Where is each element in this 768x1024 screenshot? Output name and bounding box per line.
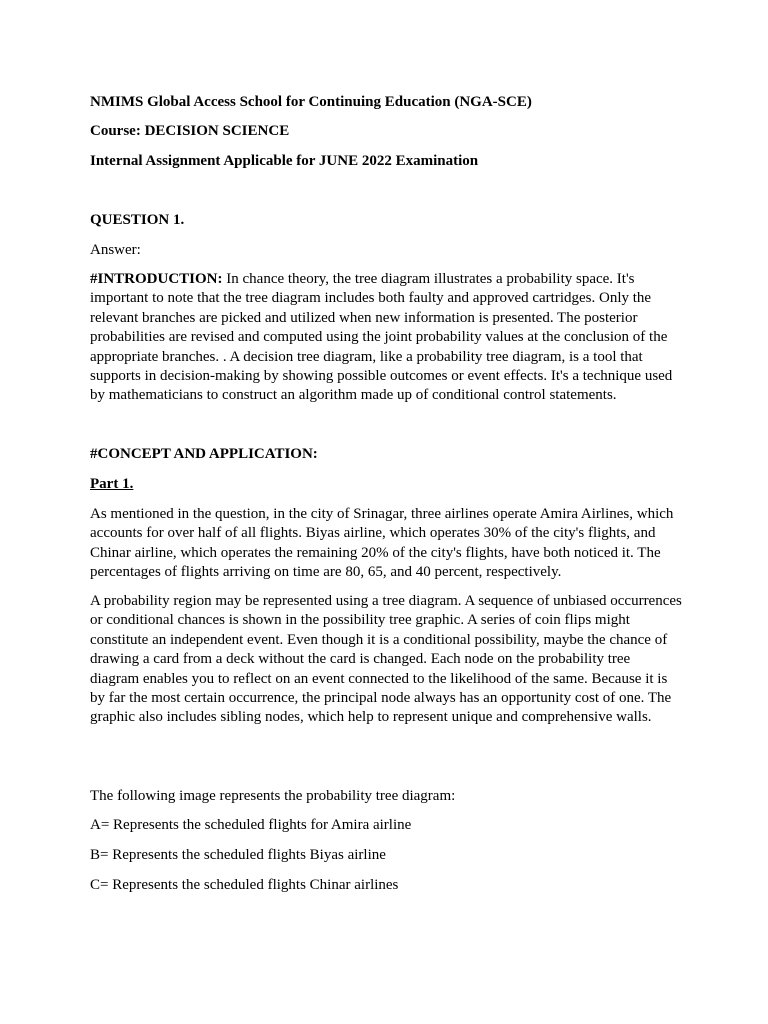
- introduction-paragraph: [90, 270, 682, 406]
- definition-b: B= Represents the scheduled flights Biyas airline: [90, 847, 386, 863]
- tree-diagram-paragraph: A probability region may be represented using a tree diagram. A sequence of unbiased occurrences or conditional chances is shown in the possibility tree graphic. A series of coin flips might constitute an independent event. Even though it is a conditional possibility, maybe the chance of drawing a card from a deck without the card is changed. Each node on the probability tree diagram enables you to reflect on an event connected to the likelihood of the same. Because it is by far the most certain occurrence, the principal node always has an opportunity cost of one. The graphic also includes sibling nodes, which help to represent unique and comprehensive walls.: [90, 593, 682, 726]
- answer-label: Answer:: [90, 242, 141, 258]
- definition-a: A= Represents the scheduled flights for Amira airline: [90, 817, 412, 833]
- course-title: Course: DECISION SCIENCE: [90, 123, 290, 139]
- concept-heading: #CONCEPT AND APPLICATION:: [90, 446, 318, 462]
- part1-paragraph: As mentioned in the question, in the city of Srinagar, three airlines operate Amira Airlines, which accounts for over half of all flights. Biyas airline, which operates 30% of the city's flights, and Chinar airline, which operates the remaining 20% of the city's flights, have both noticed it. The percentages of flights arriving on time are 80, 65, and 40 percent, respectively.: [90, 506, 674, 581]
- assignment-title: Internal Assignment Applicable for JUNE 2022 Examination: [90, 153, 479, 169]
- question-heading: QUESTION 1.: [90, 212, 185, 228]
- definition-c: C= Represents the scheduled flights Chinar airlines: [90, 877, 399, 893]
- introduction-text: In chance theory, the tree diagram illustrates a probability space. It's important to note that the tree diagram includes both faulty and approved cartridges. Only the relevant branches are picked and utilized when new information is presented. The posterior probabilities are revised and computed using the joint probability values at the conclusion of the appropriate branches. . A decision tree diagram, like a probability tree diagram, is a tool that supports in decision-making by showing possible outcomes or event effects. It's a technique used by mathematicians to construct an algorithm made up of conditional control statements.: [90, 271, 673, 404]
- introduction-label: #INTRODUCTION:: [90, 271, 223, 287]
- school-title: NMIMS Global Access School for Continuing Education (NGA-SCE): [90, 94, 532, 110]
- image-intro-text: The following image represents the probability tree diagram:: [90, 788, 456, 804]
- part-label: Part 1.: [90, 476, 134, 492]
